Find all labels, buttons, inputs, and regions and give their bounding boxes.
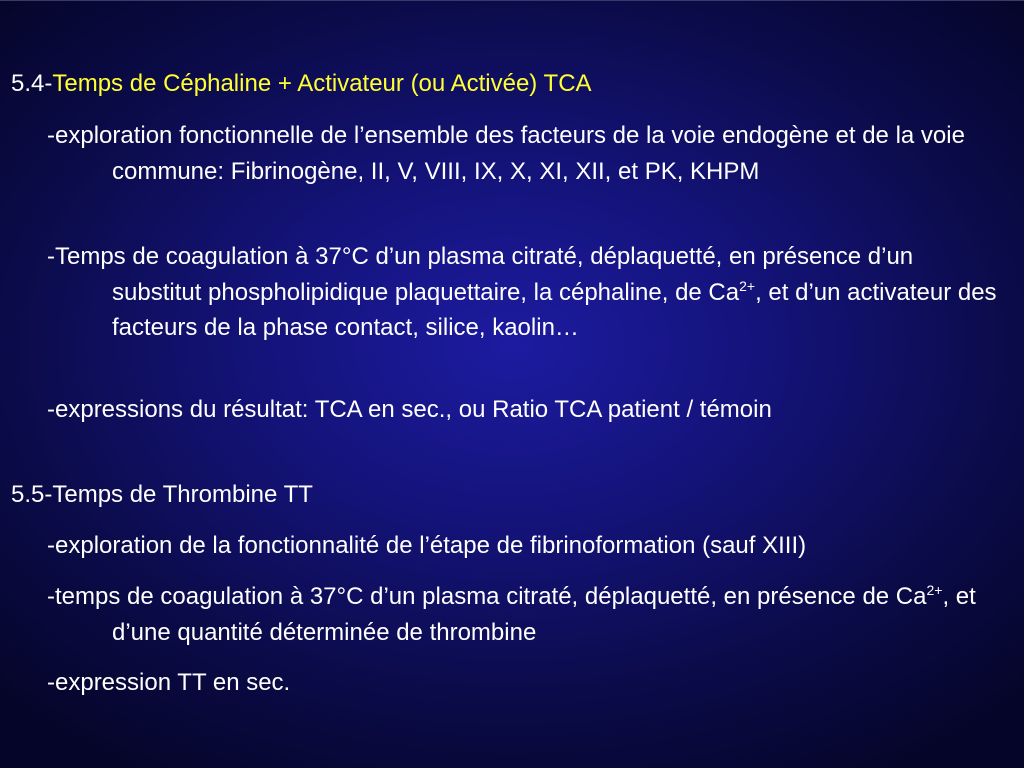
section-number: 5.4- [11, 70, 53, 97]
section-heading-tt: 5.5-Temps de Thrombine TT [11, 481, 313, 508]
bullet-tt-coagulation [47, 579, 1004, 650]
bullet-text-continued: , et d’un activateur des facteurs de la phase contact, silice, kaolin… [112, 278, 997, 341]
section-title-highlight: Temps de Céphaline + Activateur (ou Activée) TCA [52, 70, 592, 97]
bullet-tca-expression: -expressions du résultat: TCA en sec., ou Ratio TCA patient / témoin [47, 396, 772, 423]
bullet-text: -temps de coagulation à 37°C d’un plasma citraté, déplaquetté, en présence de Ca [47, 583, 927, 610]
bullet-tt-exploration: -exploration de la fonctionnalité de l’étape de fibrinoformation (sauf XIII) [47, 532, 807, 559]
section-heading-tca [11, 69, 592, 99]
bullet-text-continued: , et d’une quantité déterminée de thrombine [112, 583, 976, 646]
superscript-charge: 2+ [926, 582, 943, 598]
bullet-tca-coagulation [47, 239, 1004, 346]
bullet-text: -Temps de coagulation à 37°C d’un plasma citraté, déplaquetté, en présence d’un substitut phospholipidique plaquettaire, la céphaline, de Ca [47, 243, 914, 306]
bullet-tca-exploration: -exploration fonctionnelle de l’ensemble des facteurs de la voie endogène et de la voie commune: Fibrinogène, II, V, VIII, IX, X, XI, XII, et PK, KHPM [47, 122, 965, 185]
bullet-tt-expression: -expression TT en sec. [47, 669, 291, 696]
superscript-charge: 2+ [739, 277, 756, 294]
